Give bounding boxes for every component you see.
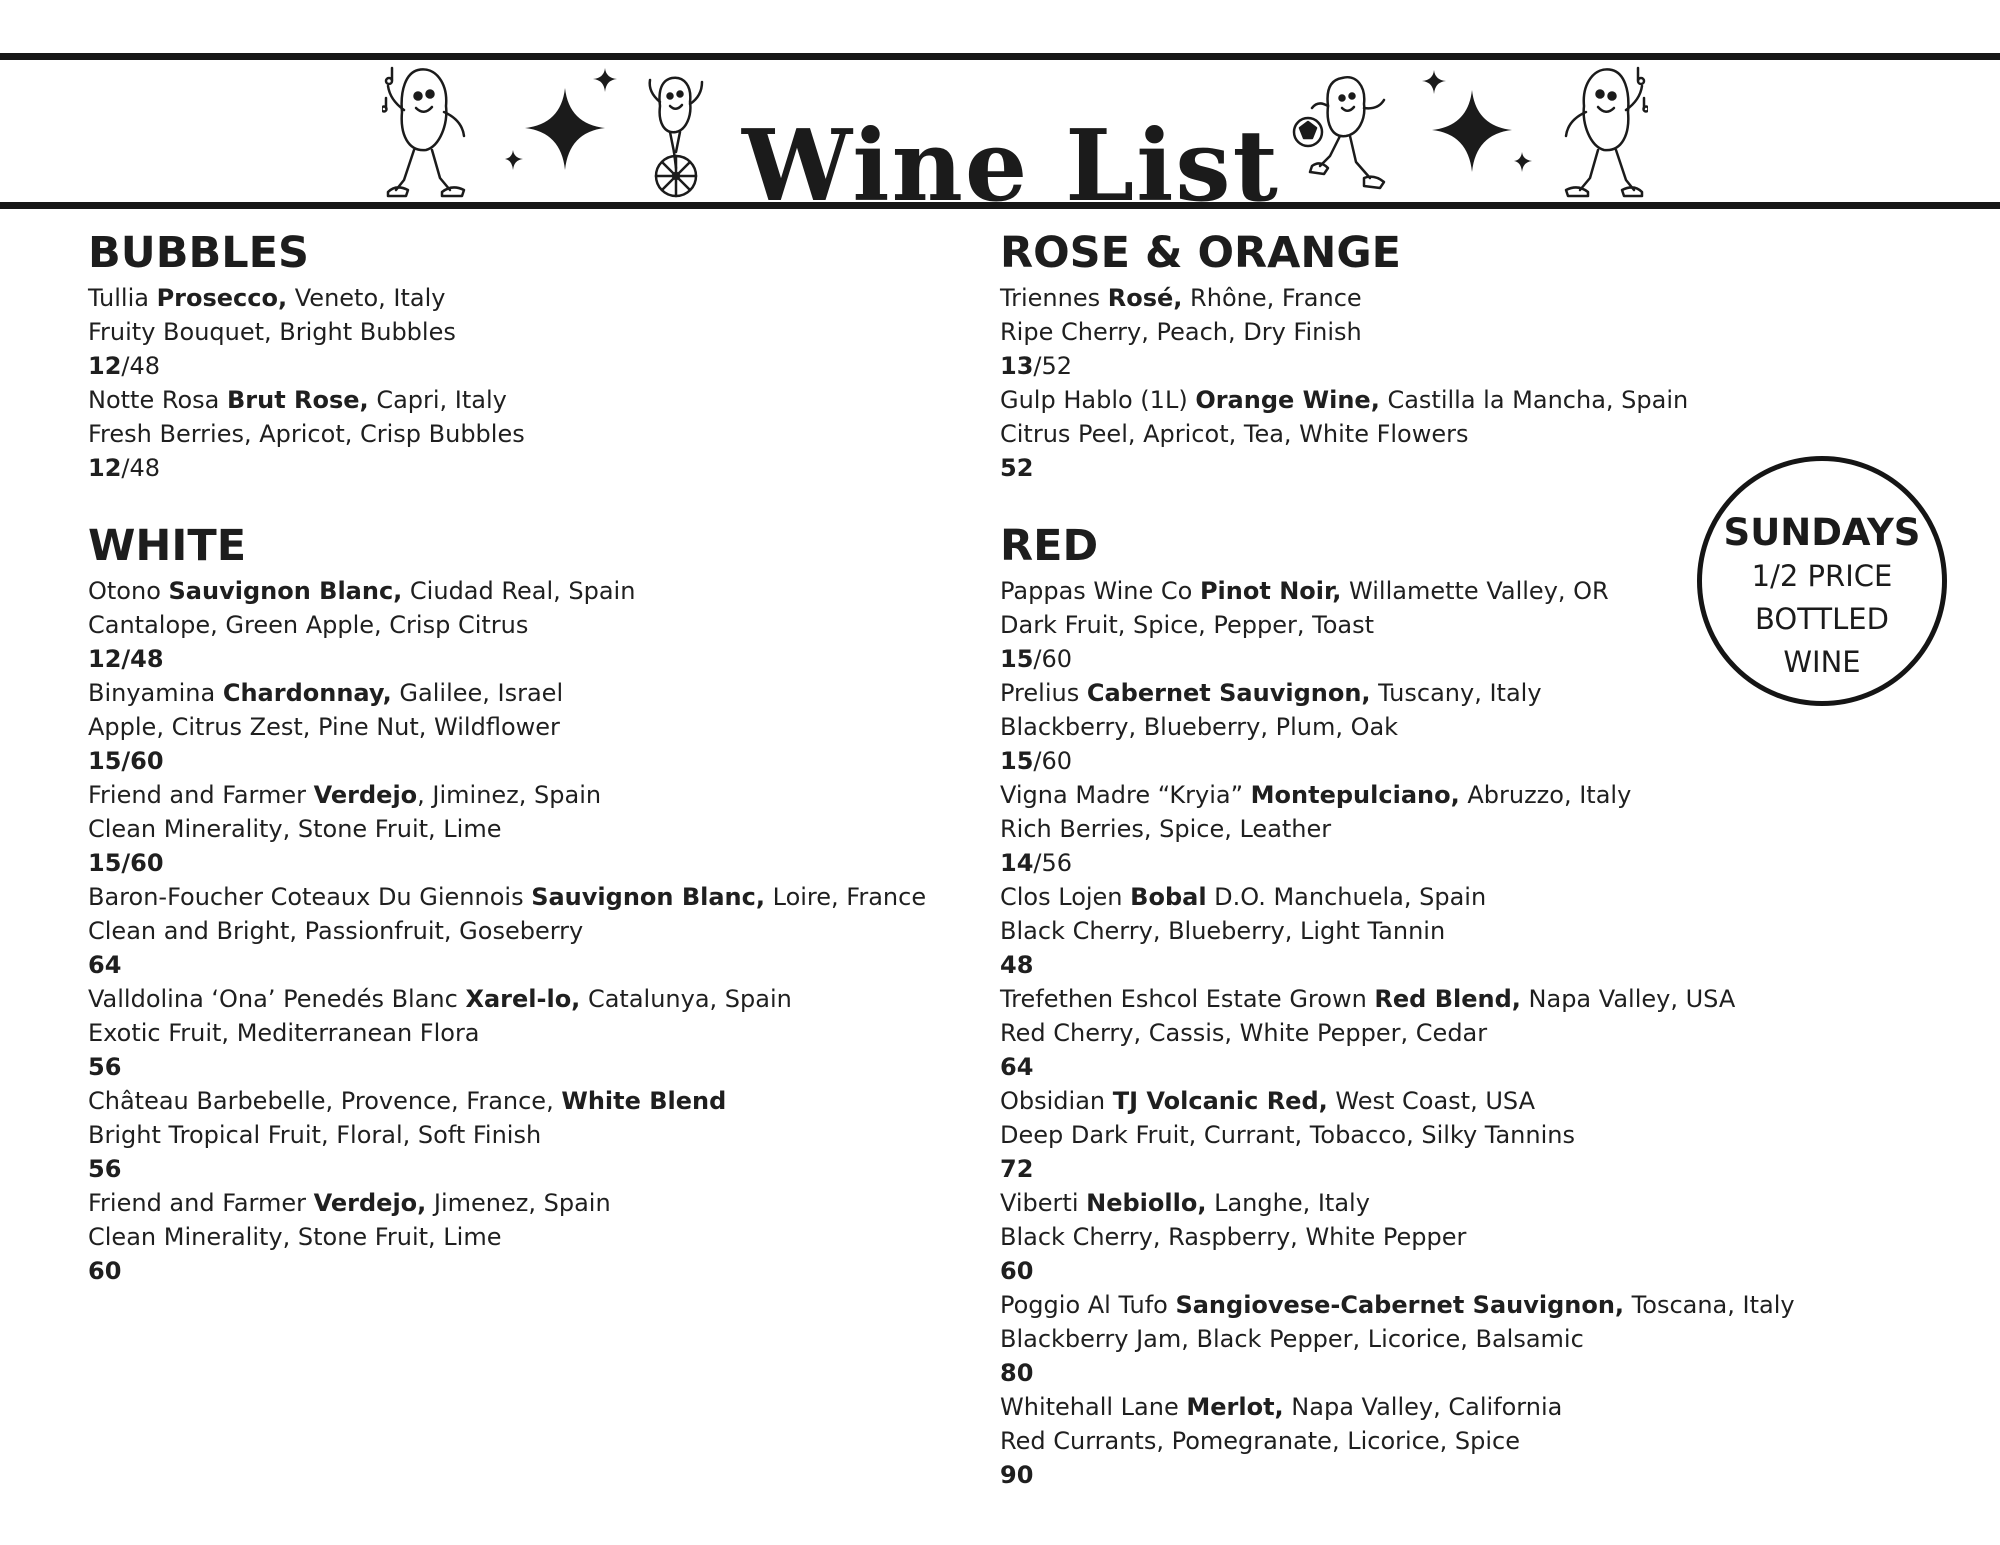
glass-price: 15/60	[88, 747, 164, 775]
wine-entry	[1000, 982, 1780, 1084]
wine-tasting-notes: Black Cherry, Blueberry, Light Tannin	[1000, 917, 1446, 945]
wine-entry	[1000, 574, 1780, 676]
sparkle-icon	[505, 66, 629, 188]
wine-price	[88, 642, 968, 676]
wine-region: West Coast, USA	[1327, 1087, 1536, 1115]
wine-tasting-notes: Rich Berries, Spice, Leather	[1000, 815, 1332, 843]
top-rule	[0, 53, 2000, 60]
wine-producer: Gulp Hablo (1L)	[1000, 386, 1196, 414]
wine-name-line	[88, 880, 968, 914]
wine-price	[1000, 1254, 1780, 1288]
section-title: WHITE	[88, 521, 247, 571]
wine-varietal: Rosé,	[1107, 284, 1183, 312]
wine-price	[1000, 1458, 1780, 1492]
sparkle-icon	[1408, 68, 1532, 190]
section-title: ROSE & ORANGE	[1000, 228, 1402, 278]
wine-entry	[88, 880, 968, 982]
section-title: BUBBLES	[88, 228, 309, 278]
wine-producer: Whitehall Lane	[1000, 1393, 1187, 1421]
wine-name-line	[1000, 1390, 1780, 1424]
glass-price: 56	[88, 1053, 122, 1081]
badge-line: 1/2 PRICE	[1751, 559, 1893, 593]
wine-price	[88, 1254, 968, 1288]
glass-price: 12	[88, 352, 122, 380]
glass-price: 13	[1000, 352, 1034, 380]
bottle-price: /60	[1033, 645, 1073, 673]
wine-region: , Jiminez, Spain	[417, 781, 602, 809]
glass-price: 90	[1000, 1461, 1034, 1489]
glass-price: 60	[88, 1257, 122, 1285]
wine-name-line	[88, 982, 968, 1016]
glass-price: 15	[1000, 747, 1034, 775]
dancing-potato-icon	[1560, 64, 1648, 200]
wine-name-line	[1000, 383, 1780, 417]
wine-price	[1000, 1152, 1780, 1186]
wine-region: Capri, Italy	[368, 386, 507, 414]
wine-region: Loire, France	[764, 883, 927, 911]
wine-varietal: Sauvignon Blanc,	[531, 883, 765, 911]
wine-region: Abruzzo, Italy	[1459, 781, 1632, 809]
wine-name-line	[1000, 281, 1780, 315]
wine-producer: Baron-Foucher Coteaux Du Giennois	[88, 883, 532, 911]
glass-price: 52	[1000, 454, 1034, 482]
wine-price	[1000, 349, 1780, 383]
wine-name-line	[1000, 982, 1780, 1016]
badge-title: SUNDAYS	[1723, 511, 1921, 554]
wine-region: Willamette Valley, OR	[1341, 577, 1609, 605]
glass-price: 48	[1000, 951, 1034, 979]
wine-producer: Trefethen Eshcol Estate Grown	[1000, 985, 1375, 1013]
wine-region: Tuscany, Italy	[1370, 679, 1542, 707]
wine-tasting-notes: Apple, Citrus Zest, Pine Nut, Wildflower	[88, 713, 560, 741]
wine-region: Ciudad Real, Spain	[402, 577, 636, 605]
badge-line: BOTTLED	[1755, 602, 1889, 636]
wine-entry	[88, 982, 968, 1084]
glass-price: 15/60	[88, 849, 164, 877]
bottle-price: /52	[1033, 352, 1073, 380]
bottle-price: /60	[1033, 747, 1073, 775]
wine-varietal: Cabernet Sauvignon,	[1086, 679, 1371, 707]
wine-tasting-notes: Cantalope, Green Apple, Crisp Citrus	[88, 611, 529, 639]
wine-region: D.O. Manchuela, Spain	[1206, 883, 1487, 911]
soccer-potato-icon	[1290, 70, 1394, 196]
wine-varietal: Xarel-lo,	[465, 985, 581, 1013]
wine-name-line	[1000, 574, 1780, 608]
wine-tasting-notes: Citrus Peel, Apricot, Tea, White Flowers	[1000, 420, 1469, 448]
wine-entry	[1000, 281, 1780, 383]
wine-region: Galilee, Israel	[391, 679, 564, 707]
glass-price: 64	[88, 951, 122, 979]
wine-producer: Viberti	[1000, 1189, 1087, 1217]
wine-price	[88, 744, 968, 778]
wine-varietal: Sangiovese-Cabernet Sauvignon,	[1175, 1291, 1625, 1319]
page-title: Wine List	[742, 109, 1280, 224]
wine-tasting-notes: Dark Fruit, Spice, Pepper, Toast	[1000, 611, 1375, 639]
wine-price	[88, 948, 968, 982]
section-white	[88, 521, 968, 1288]
wine-name-line	[88, 676, 968, 710]
wine-price	[88, 1152, 968, 1186]
wine-name-line	[1000, 880, 1780, 914]
wine-tasting-notes: Fruity Bouquet, Bright Bubbles	[88, 318, 456, 346]
wine-entry	[1000, 1390, 1780, 1492]
wine-entry	[1000, 1186, 1780, 1288]
wine-list	[88, 281, 968, 485]
section-bubbles	[88, 228, 968, 485]
wine-entry	[1000, 1084, 1780, 1186]
wine-region: Napa Valley, California	[1283, 1393, 1563, 1421]
wine-name-line	[88, 1084, 968, 1118]
wine-varietal: Pinot Noir,	[1199, 577, 1342, 605]
glass-price: 15	[1000, 645, 1034, 673]
wine-entry	[1000, 1288, 1795, 1390]
glass-price: 56	[88, 1155, 122, 1183]
wine-region: Catalunya, Spain	[580, 985, 792, 1013]
wine-varietal: Sauvignon Blanc,	[168, 577, 403, 605]
wine-name-line	[1000, 1288, 1795, 1322]
wine-tasting-notes: Clean Minerality, Stone Fruit, Lime	[88, 1223, 502, 1251]
dancing-potato-icon	[382, 64, 470, 200]
wine-tasting-notes: Red Cherry, Cassis, White Pepper, Cedar	[1000, 1019, 1488, 1047]
wine-name-line	[88, 574, 968, 608]
wine-varietal: Verdejo,	[313, 1189, 427, 1217]
wine-producer: Tullia	[88, 284, 157, 312]
sunday-promo-badge	[1697, 456, 1947, 706]
wine-region: Castilla la Mancha, Spain	[1379, 386, 1689, 414]
wine-varietal: Chardonnay,	[222, 679, 392, 707]
wine-producer: Friend and Farmer	[88, 1189, 314, 1217]
wine-varietal: White Blend	[561, 1087, 727, 1115]
wine-price	[1000, 744, 1780, 778]
glass-price: 72	[1000, 1155, 1034, 1183]
wine-producer: Pappas Wine Co	[1000, 577, 1200, 605]
wine-entry	[88, 1084, 968, 1186]
glass-price: 64	[1000, 1053, 1034, 1081]
unicycle-potato-icon	[640, 72, 710, 200]
wine-price	[88, 1050, 968, 1084]
wine-tasting-notes: Deep Dark Fruit, Currant, Tobacco, Silky Tannins	[1000, 1121, 1575, 1149]
wine-varietal: Orange Wine,	[1195, 386, 1380, 414]
wine-entry	[1000, 880, 1780, 982]
wine-tasting-notes: Clean and Bright, Passionfruit, Goseberry	[88, 917, 584, 945]
wine-entry	[88, 778, 968, 880]
wine-varietal: TJ Volcanic Red,	[1112, 1087, 1328, 1115]
wine-tasting-notes: Blackberry Jam, Black Pepper, Licorice, Balsamic	[1000, 1325, 1584, 1353]
wine-varietal: Brut Rose,	[226, 386, 369, 414]
wine-producer: Obsidian	[1000, 1087, 1113, 1115]
glass-price: 14	[1000, 849, 1034, 877]
wine-region: Veneto, Italy	[287, 284, 446, 312]
badge-line: WINE	[1783, 645, 1861, 679]
wine-price	[88, 451, 968, 485]
wine-producer: Otono	[88, 577, 169, 605]
wine-name-line	[88, 778, 968, 812]
wine-varietal: Prosecco,	[156, 284, 288, 312]
wine-price	[1000, 846, 1780, 880]
wine-name-line	[1000, 1186, 1780, 1220]
bottle-price: /56	[1033, 849, 1073, 877]
wine-producer: Vigna Madre “Kryia”	[1000, 781, 1251, 809]
wine-producer: Notte Rosa	[88, 386, 227, 414]
wine-entry	[88, 574, 968, 676]
glass-price: 12/48	[88, 645, 164, 673]
wine-tasting-notes: Blackberry, Blueberry, Plum, Oak	[1000, 713, 1399, 741]
wine-tasting-notes: Bright Tropical Fruit, Floral, Soft Finish	[88, 1121, 542, 1149]
wine-tasting-notes: Fresh Berries, Apricot, Crisp Bubbles	[88, 420, 525, 448]
wine-region: Napa Valley, USA	[1520, 985, 1736, 1013]
wine-region: Rhône, France	[1182, 284, 1362, 312]
left-column	[88, 228, 968, 1288]
wine-varietal: Montepulciano,	[1250, 781, 1460, 809]
wine-price	[1000, 1356, 1780, 1390]
wine-price	[1000, 948, 1780, 982]
section-red	[1000, 521, 1795, 1492]
wine-list	[1000, 574, 1795, 1492]
wine-region: Langhe, Italy	[1206, 1189, 1370, 1217]
wine-name-line	[88, 281, 968, 315]
wine-tasting-notes: Red Currants, Pomegranate, Licorice, Spice	[1000, 1427, 1520, 1455]
wine-producer: Valldolina ‘Ona’ Penedés Blanc	[88, 985, 466, 1013]
glass-price: 80	[1000, 1359, 1034, 1387]
wine-price	[88, 349, 968, 383]
wine-producer: Château Barbebelle, Provence, France,	[88, 1087, 562, 1115]
wine-entry	[1000, 778, 1780, 880]
wine-name-line	[1000, 676, 1780, 710]
wine-producer: Binyamina	[88, 679, 223, 707]
bottle-price: /48	[121, 352, 161, 380]
wine-entry	[88, 383, 968, 485]
wine-producer: Triennes	[1000, 284, 1108, 312]
wine-tasting-notes: Black Cherry, Raspberry, White Pepper	[1000, 1223, 1467, 1251]
wine-price	[1000, 1050, 1780, 1084]
wine-entry	[88, 1186, 968, 1288]
glass-price: 12	[88, 454, 122, 482]
wine-name-line	[1000, 1084, 1780, 1118]
wine-price	[1000, 642, 1780, 676]
right-column	[1000, 228, 1795, 1492]
glass-price: 60	[1000, 1257, 1034, 1285]
wine-price	[88, 846, 968, 880]
section-title: RED	[1000, 521, 1099, 571]
wine-region: Toscana, Italy	[1624, 1291, 1795, 1319]
wine-varietal: Nebiollo,	[1086, 1189, 1207, 1217]
wine-entry	[1000, 676, 1780, 778]
wine-region: Jimenez, Spain	[426, 1189, 611, 1217]
wine-varietal: Red Blend,	[1374, 985, 1521, 1013]
wine-entry	[1000, 383, 1780, 485]
wine-varietal: Merlot,	[1186, 1393, 1284, 1421]
wine-tasting-notes: Clean Minerality, Stone Fruit, Lime	[88, 815, 502, 843]
wine-varietal: Bobal	[1130, 883, 1207, 911]
wine-name-line	[88, 383, 968, 417]
wine-tasting-notes: Exotic Fruit, Mediterranean Flora	[88, 1019, 480, 1047]
wine-producer: Friend and Farmer	[88, 781, 314, 809]
bottle-price: /48	[121, 454, 161, 482]
wine-entry	[88, 676, 968, 778]
wine-entry	[88, 281, 968, 383]
wine-name-line	[1000, 778, 1780, 812]
wine-name-line	[88, 1186, 968, 1220]
wine-tasting-notes: Ripe Cherry, Peach, Dry Finish	[1000, 318, 1362, 346]
wine-list	[88, 574, 968, 1288]
wine-producer: Clos Lojen	[1000, 883, 1131, 911]
wine-price	[1000, 451, 1780, 485]
wine-list	[1000, 281, 1780, 485]
wine-producer: Prelius	[1000, 679, 1087, 707]
title-banner	[0, 60, 2000, 224]
wine-varietal: Verdejo	[313, 781, 418, 809]
section-rose-orange	[1000, 228, 1780, 485]
wine-producer: Poggio Al Tufo	[1000, 1291, 1176, 1319]
